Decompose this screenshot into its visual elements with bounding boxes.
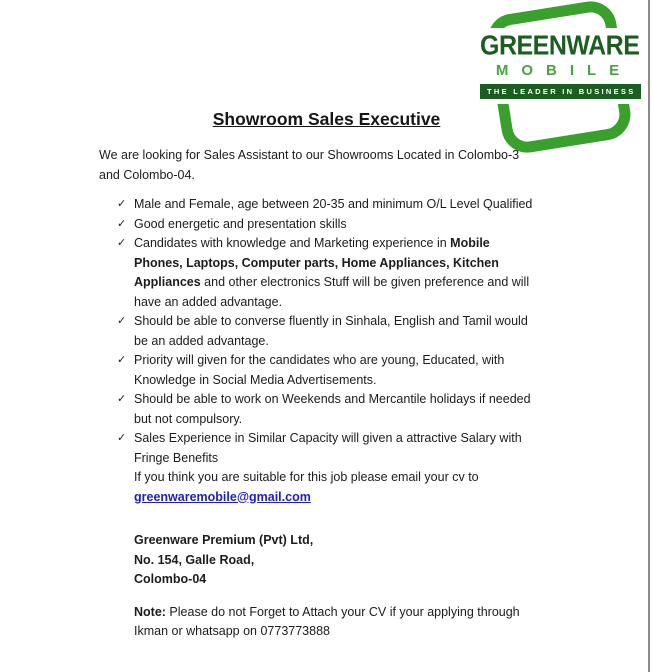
checkmark-icon: ✓: [117, 217, 127, 230]
text-line: Appliances and other electronics Stuff will be given preference and will: [134, 275, 530, 289]
text-line: Ikman or whatsapp on 0773773888: [134, 624, 330, 638]
bullet-text: [134, 234, 653, 312]
window-right-border: [648, 0, 650, 672]
checkmark-icon: ✓: [117, 315, 127, 327]
requirements-list: [117, 195, 653, 468]
address-city: Colombo-04: [134, 572, 207, 586]
text-line: Should be able to converse fluently in Sinhala, English and Tamil would: [134, 314, 528, 328]
email-line: [134, 488, 653, 508]
bullet-item: [117, 312, 653, 351]
bullet-text: [134, 429, 653, 468]
bullet-item: [117, 215, 653, 235]
continuation-line: If you think you are suitable for this job please email your cv to: [134, 470, 479, 484]
text-line: Candidates with knowledge and Marketing experience in Mobile: [134, 236, 490, 250]
intro-line: We are looking for Sales Assistant to our Showrooms Located in Colombo-3: [99, 148, 520, 162]
text-line: Priority will given for the candidates who are young, Educated, with: [134, 353, 505, 367]
text-line: Should be able to work on Weekends and Mercantile holidays if needed: [134, 392, 531, 406]
bullet-text: [134, 390, 653, 429]
email-link[interactable]: greenwaremobile@gmail.com: [134, 489, 311, 504]
text-line: Good energetic and presentation skills: [134, 216, 347, 231]
checkmark-icon: ✓: [117, 393, 127, 405]
page-title: Showroom Sales Executive: [212, 109, 441, 129]
text-line: Male and Female, age between 20-35 and minimum O/L Level Qualified: [134, 197, 533, 211]
address-street: No. 154, Galle Road,: [134, 552, 255, 567]
greenware-logo: [470, 4, 650, 144]
bullet-item: [117, 390, 653, 429]
intro-paragraph: [99, 146, 653, 185]
text-line: but not compulsory.: [134, 411, 243, 426]
bullet-text: [134, 215, 653, 235]
note-paragraph: [134, 603, 653, 642]
text-line: Phones, Laptops, Computer parts, Home Appliances, Kitchen: [134, 255, 499, 270]
checkmark-icon: ✓: [117, 237, 127, 249]
text-line: Note: Please do not Forget to Attach your CV if your applying through: [134, 604, 520, 619]
logo-text-block: [480, 28, 638, 104]
text-line: Knowledge in Social Media Advertisements.: [134, 372, 377, 387]
checkmark-icon: ✓: [117, 198, 127, 210]
text-line: Sales Experience in Similar Capacity will given a attractive Salary with: [134, 431, 522, 445]
bullet-text: [134, 312, 653, 351]
checkmark-icon: ✓: [117, 432, 127, 444]
bullet-item: [117, 351, 653, 390]
company-name: Greenware Premium (Pvt) Ltd,: [134, 533, 314, 547]
logo-tagline: THE LEADER IN BUSINESS: [480, 84, 641, 99]
bullet-text: [134, 195, 653, 215]
text-line: have an added advantage.: [134, 294, 283, 309]
company-address-block: [134, 531, 653, 590]
bullet-item: [117, 195, 653, 215]
checkmark-icon: ✓: [117, 354, 127, 366]
bullet-item: [117, 234, 653, 312]
intro-line: and Colombo-04.: [99, 167, 195, 182]
text-line: Fringe Benefits: [134, 450, 219, 465]
bullet-text: [134, 351, 653, 390]
logo-brand-sub: MOBILE: [495, 62, 633, 79]
bullet-item: [117, 429, 653, 468]
text-line: be an added advantage.: [134, 333, 269, 348]
logo-brand-name: GREENWARE: [480, 30, 640, 62]
